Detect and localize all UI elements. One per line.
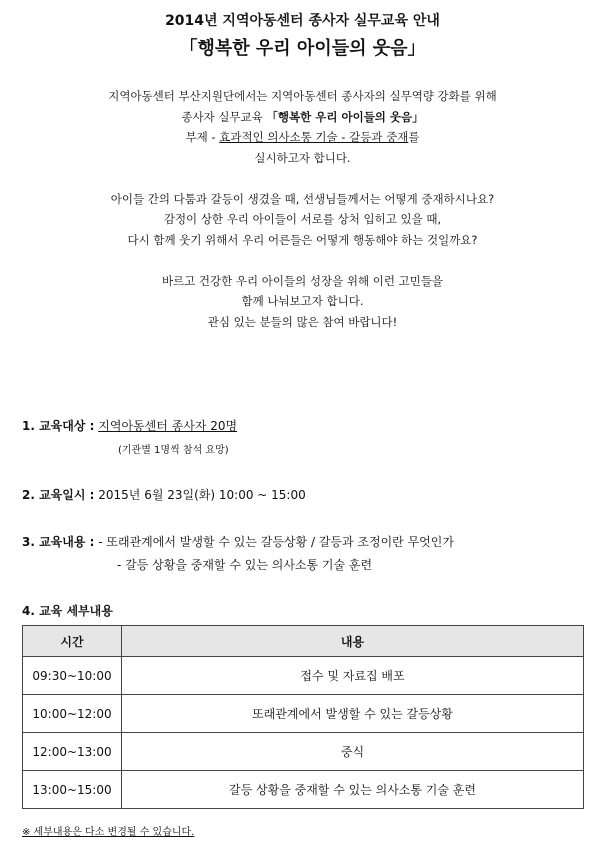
- section-label: 2. 교육일시 :: [22, 488, 95, 502]
- intro-line-text: 부제 -: [185, 130, 220, 144]
- section-date: [22, 486, 306, 503]
- section-content: [22, 533, 454, 550]
- intro-line: [0, 107, 605, 128]
- intro-line-text: 를: [408, 130, 420, 144]
- time-cell: 10:00~12:00: [23, 695, 122, 733]
- table-row: [23, 695, 584, 733]
- section-target: [22, 417, 237, 434]
- program-name: 「행복한 우리 아이들의 웃음」: [266, 109, 424, 124]
- intro-text: [0, 86, 605, 332]
- section-value: 지역아동센터 종사자 20명: [98, 419, 238, 433]
- schedule-table: [22, 625, 584, 809]
- intro-line: 다시 함께 웃기 위해서 우리 어른들은 어떻게 행동해야 하는 것일까요?: [127, 232, 478, 247]
- footnote: ※ 세부내용은 다소 변경될 수 있습니다.: [22, 827, 195, 838]
- table-row: [23, 657, 584, 695]
- column-header-content: 내용: [122, 626, 584, 657]
- intro-line: 실시하고자 합니다.: [254, 150, 351, 165]
- notice-subtitle: 「행복한 우리 아이들의 웃음」: [179, 38, 426, 59]
- time-cell: 13:00~15:00: [23, 771, 122, 809]
- content-cell: 또래관계에서 발생할 수 있는 갈등상황: [122, 695, 584, 733]
- intro-line: [0, 127, 605, 148]
- table-row: [23, 771, 584, 809]
- column-header-time: 시간: [23, 626, 122, 657]
- content-item: - 또래관계에서 발생할 수 있는 갈등상황 / 갈등과 조정이란 무엇인가: [98, 535, 454, 549]
- intro-line: 바르고 건강한 우리 아이들의 성장을 위해 이런 고민들을: [161, 273, 444, 288]
- section-value: 2015년 6월 23일(화) 10:00 ~ 15:00: [98, 488, 306, 502]
- content-item: - 갈등 상황을 중재할 수 있는 의사소통 기술 훈련: [117, 558, 373, 572]
- content-cell: 중식: [122, 733, 584, 771]
- intro-line: 지역아동센터 부산지원단에서는 지역아동센터 종사자의 실무역량 강화를 위해: [108, 89, 497, 103]
- time-cell: 09:30~10:00: [23, 657, 122, 695]
- intro-line: 관심 있는 분들의 많은 참여 바랍니다!: [207, 314, 398, 329]
- section-label: 3. 교육내용 :: [22, 535, 95, 549]
- section-detail: [22, 602, 113, 619]
- program-subtitle: 효과적인 의사소통 기술 - 갈등과 중재: [219, 130, 409, 144]
- intro-line: 아이들 간의 다툼과 갈등이 생겼을 때, 선생님들께서는 어떻게 중재하시나요?: [110, 191, 495, 206]
- time-cell: 12:00~13:00: [23, 733, 122, 771]
- intro-line: 감정이 상한 우리 아이들이 서로를 상처 입히고 있을 때,: [163, 212, 442, 226]
- content-cell: 접수 및 자료집 배포: [122, 657, 584, 695]
- table-row: [23, 733, 584, 771]
- table-header-row: [23, 626, 584, 657]
- section-label: 4. 교육 세부내용: [22, 604, 113, 618]
- section-label: 1. 교육대상 :: [22, 419, 95, 433]
- notice-title: 2014년 지역아동센터 종사자 실무교육 안내: [165, 13, 440, 29]
- intro-line-text: 종사자 실무교육: [181, 109, 267, 124]
- content-cell: 갈등 상황을 중재할 수 있는 의사소통 기술 훈련: [122, 771, 584, 809]
- target-note: (기관별 1명씩 참석 요망): [118, 445, 229, 456]
- intro-line: 함께 나눠보고자 합니다.: [241, 294, 364, 308]
